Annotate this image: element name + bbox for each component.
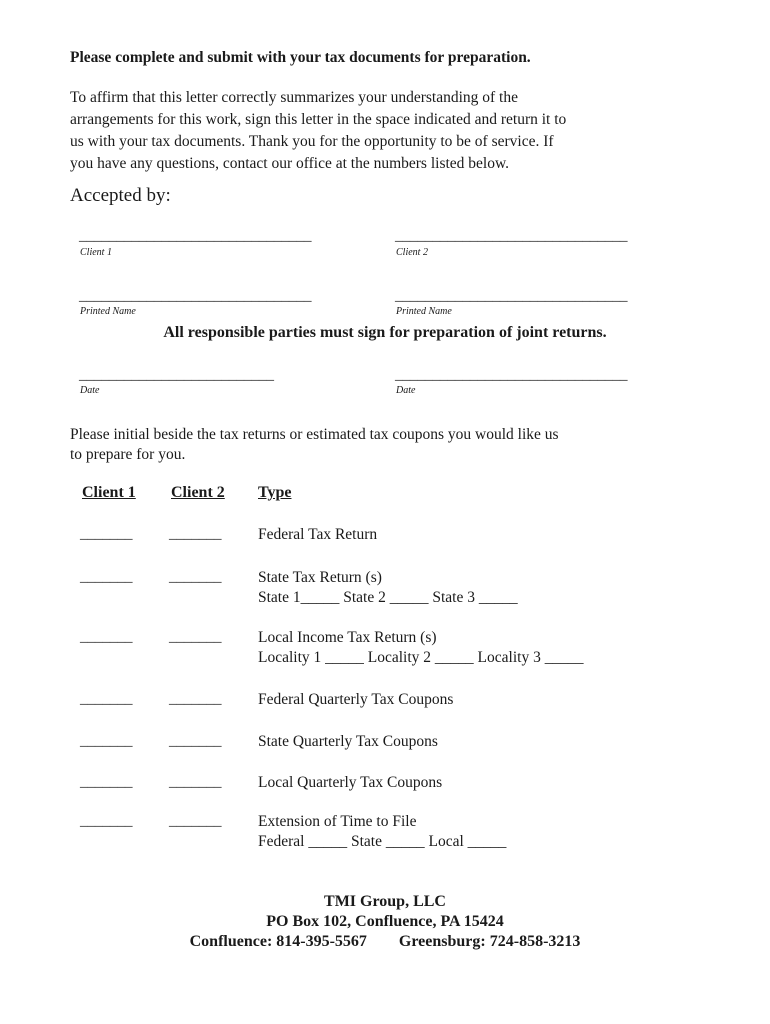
- client2-printed-name-label: Printed Name: [396, 306, 452, 317]
- company-phones: Confluence: 814-395-5567 Greensburg: 724-858-3213: [189, 933, 581, 950]
- client1-initial-extension[interactable]: _______: [80, 813, 133, 829]
- row-label: State Quarterly Tax Coupons: [258, 733, 438, 750]
- form-heading: Please complete and submit with your tax documents for preparation.: [70, 49, 531, 66]
- row-detail[interactable]: State 1_____ State 2 _____ State 3 _____: [258, 589, 518, 606]
- company-footer: [0, 892, 770, 952]
- client2-initial-local-return[interactable]: _______: [169, 629, 222, 645]
- row-label: Local Quarterly Tax Coupons: [258, 774, 443, 791]
- row-label: Federal Quarterly Tax Coupons: [258, 691, 454, 708]
- row-extension-of-time: [258, 812, 506, 852]
- client1-date-line[interactable]: __________________________: [79, 367, 274, 383]
- row-local-quarterly-coupons: [258, 773, 442, 793]
- row-state-tax-return: [258, 568, 518, 608]
- row-federal-tax-return: [258, 525, 377, 545]
- intro-line: To affirm that this letter correctly summarizes your understanding of the: [70, 89, 518, 106]
- client2-signature-line[interactable]: _______________________________: [395, 228, 628, 244]
- client1-signature-line[interactable]: _______________________________: [79, 228, 312, 244]
- row-state-quarterly-coupons: [258, 732, 438, 752]
- client2-initial-extension[interactable]: _______: [169, 813, 222, 829]
- client1-initial-local-return[interactable]: _______: [80, 629, 133, 645]
- client1-initial-federal-return[interactable]: _______: [80, 526, 133, 542]
- intro-line: arrangements for this work, sign this letter in the space indicated and return it to: [70, 111, 567, 128]
- accepted-by-label: Accepted by:: [70, 185, 171, 206]
- joint-returns-notice: All responsible parties must sign for preparation of joint returns.: [163, 324, 607, 341]
- intro-line: you have any questions, contact our office at the numbers listed below.: [70, 155, 510, 172]
- client2-date-label: Date: [396, 385, 416, 396]
- instruction-line: to prepare for you.: [70, 446, 186, 463]
- intro-paragraph: [70, 87, 710, 175]
- row-detail[interactable]: Locality 1 _____ Locality 2 _____ Locality 3 _____: [258, 649, 584, 666]
- column-header-type: Type: [258, 484, 292, 501]
- client2-initial-local-quarterly[interactable]: _______: [169, 774, 222, 790]
- row-federal-quarterly-coupons: [258, 690, 453, 710]
- client1-initial-state-return[interactable]: _______: [80, 569, 133, 585]
- initial-instructions: [70, 425, 710, 465]
- company-address: PO Box 102, Confluence, PA 15424: [266, 913, 504, 930]
- client1-printed-name-label: Printed Name: [80, 306, 136, 317]
- client2-date-line[interactable]: _______________________________: [395, 367, 628, 383]
- column-header-client1: Client 1: [82, 484, 136, 501]
- column-header-client2: Client 2: [171, 484, 225, 501]
- instruction-line: Please initial beside the tax returns or estimated tax coupons you would like us: [70, 426, 559, 443]
- client2-initial-state-return[interactable]: _______: [169, 569, 222, 585]
- row-local-income-tax-return: [258, 628, 583, 668]
- client1-initial-local-quarterly[interactable]: _______: [80, 774, 133, 790]
- client1-initial-federal-quarterly[interactable]: _______: [80, 691, 133, 707]
- client2-printed-name-line[interactable]: _______________________________: [395, 288, 628, 304]
- client2-initial-state-quarterly[interactable]: _______: [169, 733, 222, 749]
- row-label: Extension of Time to File: [258, 813, 417, 830]
- client1-initial-state-quarterly[interactable]: _______: [80, 733, 133, 749]
- row-label: Local Income Tax Return (s): [258, 629, 437, 646]
- client1-signature-label: Client 1: [80, 247, 112, 258]
- intro-line: us with your tax documents. Thank you for the opportunity to be of service. If: [70, 133, 554, 150]
- row-label: State Tax Return (s): [258, 569, 382, 586]
- client2-signature-label: Client 2: [396, 247, 428, 258]
- row-label: Federal Tax Return: [258, 526, 378, 543]
- client1-printed-name-line[interactable]: _______________________________: [79, 288, 312, 304]
- row-detail[interactable]: Federal _____ State _____ Local _____: [258, 833, 507, 850]
- company-name: TMI Group, LLC: [324, 893, 446, 910]
- client2-initial-federal-return[interactable]: _______: [169, 526, 222, 542]
- client2-initial-federal-quarterly[interactable]: _______: [169, 691, 222, 707]
- client1-date-label: Date: [80, 385, 100, 396]
